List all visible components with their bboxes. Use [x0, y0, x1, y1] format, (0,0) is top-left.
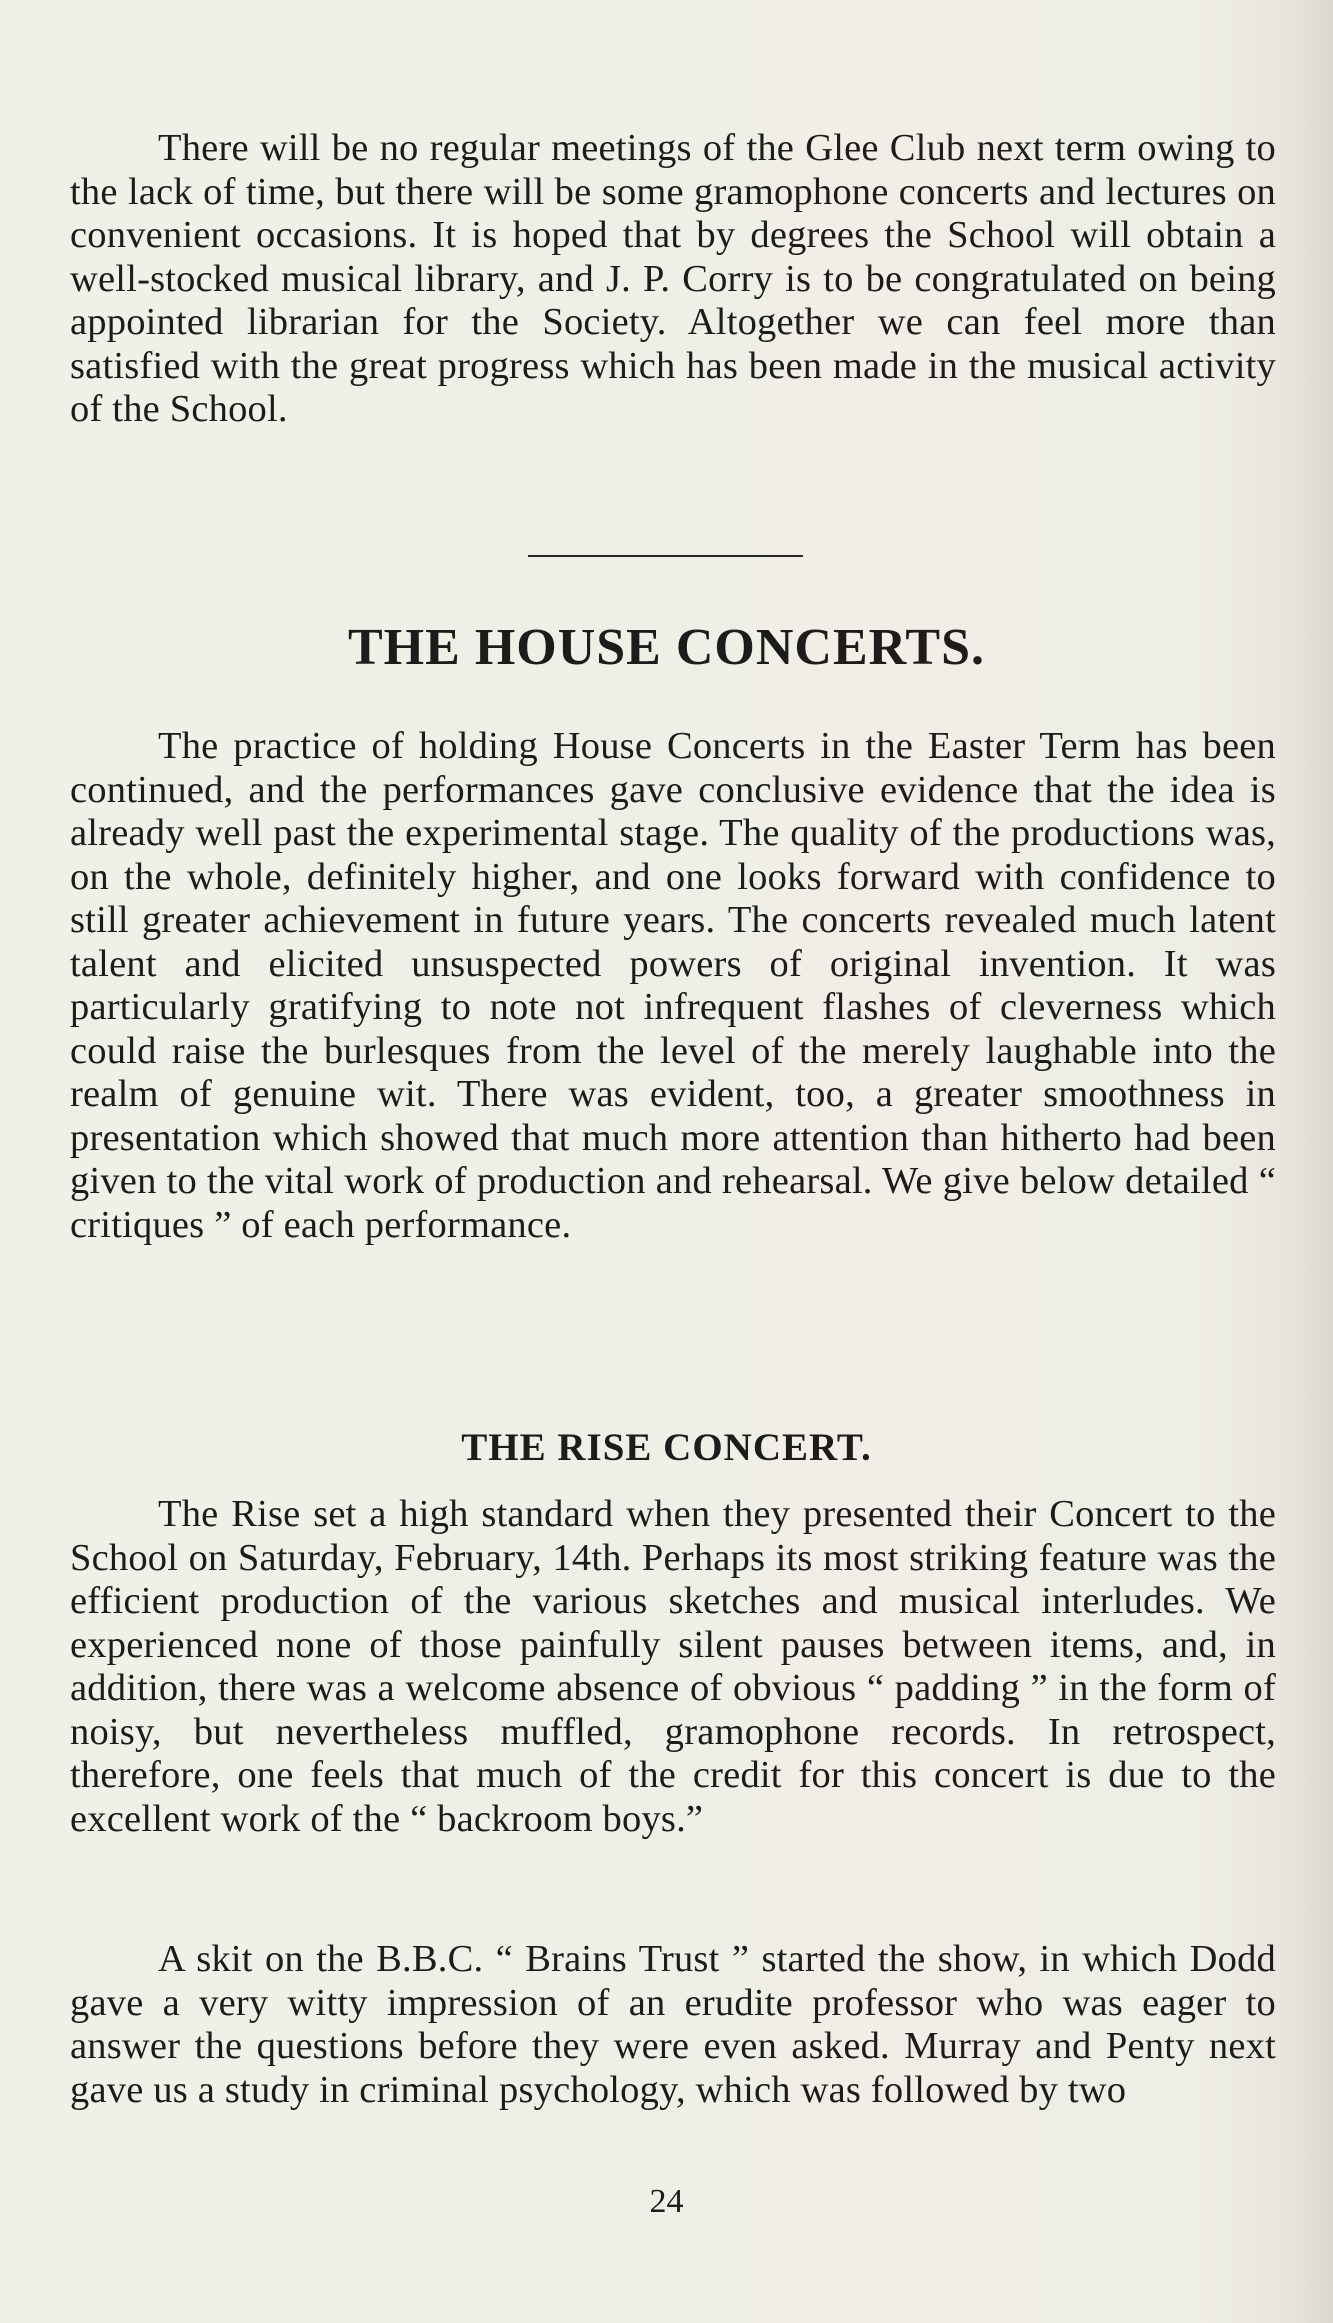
- house-concerts-heading: THE HOUSE CONCERTS.: [348, 619, 985, 676]
- section-divider: [528, 555, 803, 557]
- rise-concert-paragraph: The Rise set a high standard when they presented their Concert to the School on Saturday, February, 14th. Perhaps its most striking feature was the efficient production of the various sketches and musical interludes. We experienced none of those painfully silent pauses between items, and, in addition, there was a welcome absence of obvious “ padding ” in the form of noisy, but nevertheless muffled, gramophone records. In retrospect, therefore, one feels that much of the credit for this concert is due to the excellent work of the “ backroom boys.”: [70, 1493, 1276, 1840]
- page-number: 24: [649, 2183, 684, 2220]
- brains-trust-paragraph: A skit on the B.B.C. “ Brains Trust ” started the show, in which Dodd gave a very witty impression of an erudite professor who was eager to answer the questions before they were even asked. Murray and Penty next gave us a study in criminal psychology, which was followed by two: [70, 1938, 1276, 2111]
- house-concerts-paragraph: The practice of holding House Concerts in the Easter Term has been continued, and the performances gave conclusive evidence that the idea is already well past the experimental stage. The quality of the productions was, on the whole, definitely higher, and one looks forward with confidence to still greater achievement in future years. The concerts revealed much latent talent and elicited unsuspected powers of original invention. It was particularly gratifying to note not infrequent flashes of cleverness which could raise the burlesques from the level of the merely laughable into the realm of genuine wit. There was evident, too, a greater smoothness in presentation which showed that much more attention than hitherto had been given to the vital work of production and rehearsal. We give below detailed “ critiques ” of each performance.: [70, 725, 1276, 1246]
- glee-club-paragraph: There will be no regular meetings of the Glee Club next term owing to the lack of time, but there will be some gramophone concerts and lectures on convenient occasions. It is hoped that by degrees the School will obtain a well-stocked musical library, and J. P. Corry is to be congratulated on being appointed librarian for the Society. Altogether we can feel more than satisfied with the great progress which has been made in the musical activity of the School.: [70, 127, 1276, 430]
- rise-concert-heading: THE RISE CONCERT.: [461, 1426, 872, 1469]
